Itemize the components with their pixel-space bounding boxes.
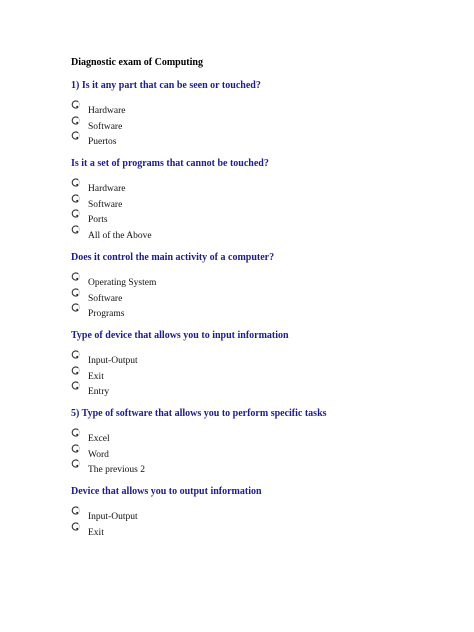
radio-button-icon[interactable] — [71, 178, 80, 187]
question-text: Device that allows you to output information — [71, 486, 262, 497]
option-all-of-the-above[interactable] — [71, 230, 451, 246]
exam-title: Diagnostic exam of Computing — [71, 57, 203, 68]
question-2 — [71, 158, 451, 245]
radio-button-icon[interactable] — [71, 303, 80, 312]
radio-button-icon[interactable] — [71, 522, 80, 531]
option-label: Software — [88, 121, 123, 132]
radio-button-icon[interactable] — [71, 194, 80, 203]
question-5 — [71, 408, 451, 480]
option-exit[interactable] — [71, 527, 451, 543]
question-text: Is it a set of programs that cannot be touched? — [71, 158, 269, 169]
question-text: 5) Type of software that allows you to perform specific tasks — [71, 408, 327, 419]
radio-button-icon[interactable] — [71, 272, 80, 281]
radio-button-icon[interactable] — [71, 225, 80, 234]
radio-button-icon[interactable] — [71, 459, 80, 468]
option-excel[interactable] — [71, 433, 451, 449]
radio-button-icon[interactable] — [71, 428, 80, 437]
option-label: Hardware — [88, 106, 126, 116]
option-list — [71, 105, 451, 152]
option-label: Hardware — [88, 184, 126, 194]
option-list — [71, 511, 451, 542]
option-exit[interactable] — [71, 371, 451, 387]
option-hardware[interactable] — [71, 183, 451, 199]
option-label: Software — [88, 293, 123, 304]
question-1 — [71, 80, 451, 152]
radio-button-icon[interactable] — [71, 381, 80, 390]
option-list — [71, 277, 451, 324]
option-label: Puertos — [88, 137, 117, 147]
option-list — [71, 183, 451, 245]
option-label: Input-Output — [88, 512, 138, 522]
option-label: Entry — [88, 387, 110, 397]
question-4 — [71, 330, 451, 402]
question-6 — [71, 486, 451, 542]
option-label: Software — [88, 199, 123, 210]
question-text: 1) Is it any part that can be seen or touched? — [71, 80, 261, 91]
option-label: Word — [88, 449, 109, 460]
option-label: The previous 2 — [88, 465, 145, 475]
radio-button-icon[interactable] — [71, 100, 80, 109]
option-input-output[interactable] — [71, 355, 451, 371]
question-text: Type of device that allows you to input information — [71, 330, 289, 341]
option-software[interactable] — [71, 121, 451, 137]
option-list — [71, 355, 451, 402]
option-the-previous-2[interactable] — [71, 464, 451, 480]
radio-button-icon[interactable] — [71, 209, 80, 218]
option-label: All of the Above — [88, 230, 152, 241]
option-label: Input-Output — [88, 356, 138, 366]
radio-button-icon[interactable] — [71, 116, 80, 125]
option-operating-system[interactable] — [71, 277, 451, 293]
radio-button-icon[interactable] — [71, 444, 80, 453]
option-label: Operating System — [88, 278, 157, 288]
option-label: Exit — [88, 371, 104, 382]
option-label: Programs — [88, 309, 125, 319]
option-label: Ports — [88, 215, 108, 225]
option-puertos[interactable] — [71, 136, 451, 152]
radio-button-icon[interactable] — [71, 350, 80, 359]
radio-button-icon[interactable] — [71, 366, 80, 375]
option-word[interactable] — [71, 449, 451, 465]
option-entry[interactable] — [71, 386, 451, 402]
question-3 — [71, 252, 451, 324]
radio-button-icon[interactable] — [71, 131, 80, 140]
radio-button-icon[interactable] — [71, 288, 80, 297]
option-ports[interactable] — [71, 214, 451, 230]
option-programs[interactable] — [71, 308, 451, 324]
option-label: Exit — [88, 527, 104, 538]
radio-button-icon[interactable] — [71, 506, 80, 515]
option-software[interactable] — [71, 199, 451, 215]
option-list — [71, 433, 451, 480]
option-input-output[interactable] — [71, 511, 451, 527]
question-text: Does it control the main activity of a computer? — [71, 252, 275, 263]
option-software[interactable] — [71, 293, 451, 309]
option-label: Excel — [88, 434, 110, 444]
option-hardware[interactable] — [71, 105, 451, 121]
